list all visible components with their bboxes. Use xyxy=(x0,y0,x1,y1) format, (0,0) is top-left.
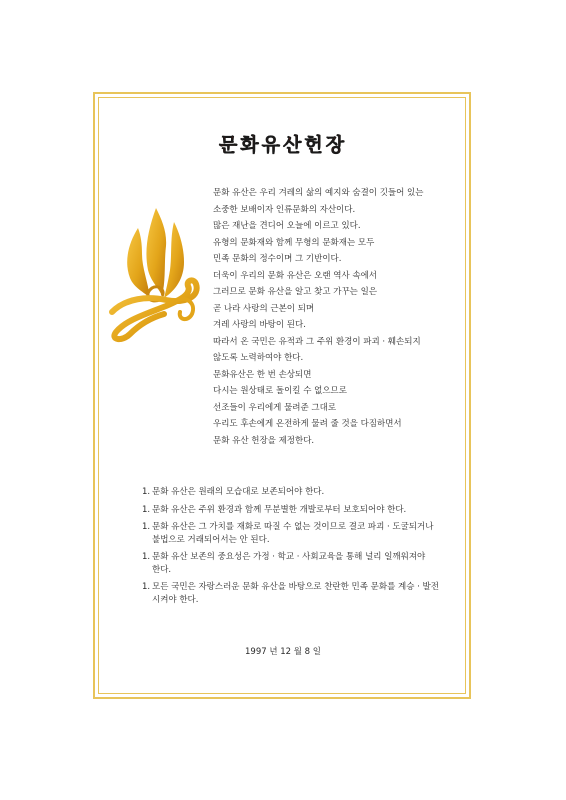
document-title: 문화유산헌장 xyxy=(218,134,348,156)
article-number: 1. xyxy=(142,582,151,592)
article-item xyxy=(142,486,482,499)
preamble-line: 겨레 사랑의 바탕이 된다. xyxy=(213,320,306,330)
article-text: 시켜야 한다. xyxy=(152,594,199,605)
preamble-line: 따라서 온 국민은 유적과 그 주위 환경이 파괴 · 훼손되지 xyxy=(213,336,421,347)
article-text: 모든 국민은 자랑스러운 문화 유산을 바탕으로 찬란한 민족 문화를 계승 · 발전 xyxy=(152,582,439,592)
enactment-date: 1997 년 12 월 8 일 xyxy=(245,647,321,657)
golden-flame-emblem-icon xyxy=(104,200,204,350)
preamble-line: 선조들이 우리에게 물려준 그대로 xyxy=(213,402,337,413)
preamble-text xyxy=(213,185,475,449)
article-text: 한다. xyxy=(152,564,172,575)
preamble-line: 문화유산은 한 번 손상되면 xyxy=(213,369,312,380)
preamble-line: 문화 유산은 우리 겨레의 삶의 예지와 숨결이 깃들어 있는 xyxy=(213,188,424,198)
preamble-line: 우리도 후손에게 온전하게 물려 줄 것을 다짐하면서 xyxy=(213,419,402,429)
preamble-line: 소중한 보배이자 인류문화의 자산이다. xyxy=(213,204,356,215)
article-number: 1. xyxy=(142,522,151,532)
article-item xyxy=(142,504,482,517)
article-number: 1. xyxy=(142,487,151,497)
preamble-line: 더욱이 우리의 문화 유산은 오랜 역사 속에서 xyxy=(213,270,378,281)
preamble-line: 유형의 문화재와 함께 무형의 문화재는 모두 xyxy=(213,237,375,248)
article-item xyxy=(142,581,482,606)
preamble-line: 않도록 노력하여야 한다. xyxy=(213,353,304,363)
article-number: 1. xyxy=(142,552,151,562)
article-text: 문화 유산 보존의 중요성은 가정 · 학교 · 사회교육을 통해 널리 일깨워져야 xyxy=(152,552,426,562)
article-text: 불법으로 거래되어서는 안 된다. xyxy=(152,534,270,545)
preamble-line: 민족 문화의 정수이며 그 기반이다. xyxy=(213,254,342,264)
preamble-line: 많은 재난을 견디어 오늘에 이르고 있다. xyxy=(213,221,361,231)
article-text: 문화 유산은 그 가치를 재화로 따질 수 없는 것이므로 결코 파괴 · 도굴되거나 xyxy=(152,522,434,532)
article-item xyxy=(142,551,482,576)
article-text: 문화 유산은 주위 환경과 함께 무분별한 개발로부터 보호되어야 한다. xyxy=(152,504,407,515)
preamble-line: 곧 나라 사랑의 근본이 되며 xyxy=(213,303,315,314)
preamble-line: 문화 유산 헌장을 제정한다. xyxy=(213,435,315,446)
article-number: 1. xyxy=(142,504,151,515)
article-text: 문화 유산은 원래의 모습대로 보존되어야 한다. xyxy=(152,487,325,497)
article-list xyxy=(142,486,482,611)
article-item xyxy=(142,521,482,546)
preamble-line: 그러므로 문화 유산을 알고 찾고 가꾸는 일은 xyxy=(213,287,378,297)
preamble-line: 다시는 원상태로 돌이킬 수 없으므로 xyxy=(213,386,347,396)
